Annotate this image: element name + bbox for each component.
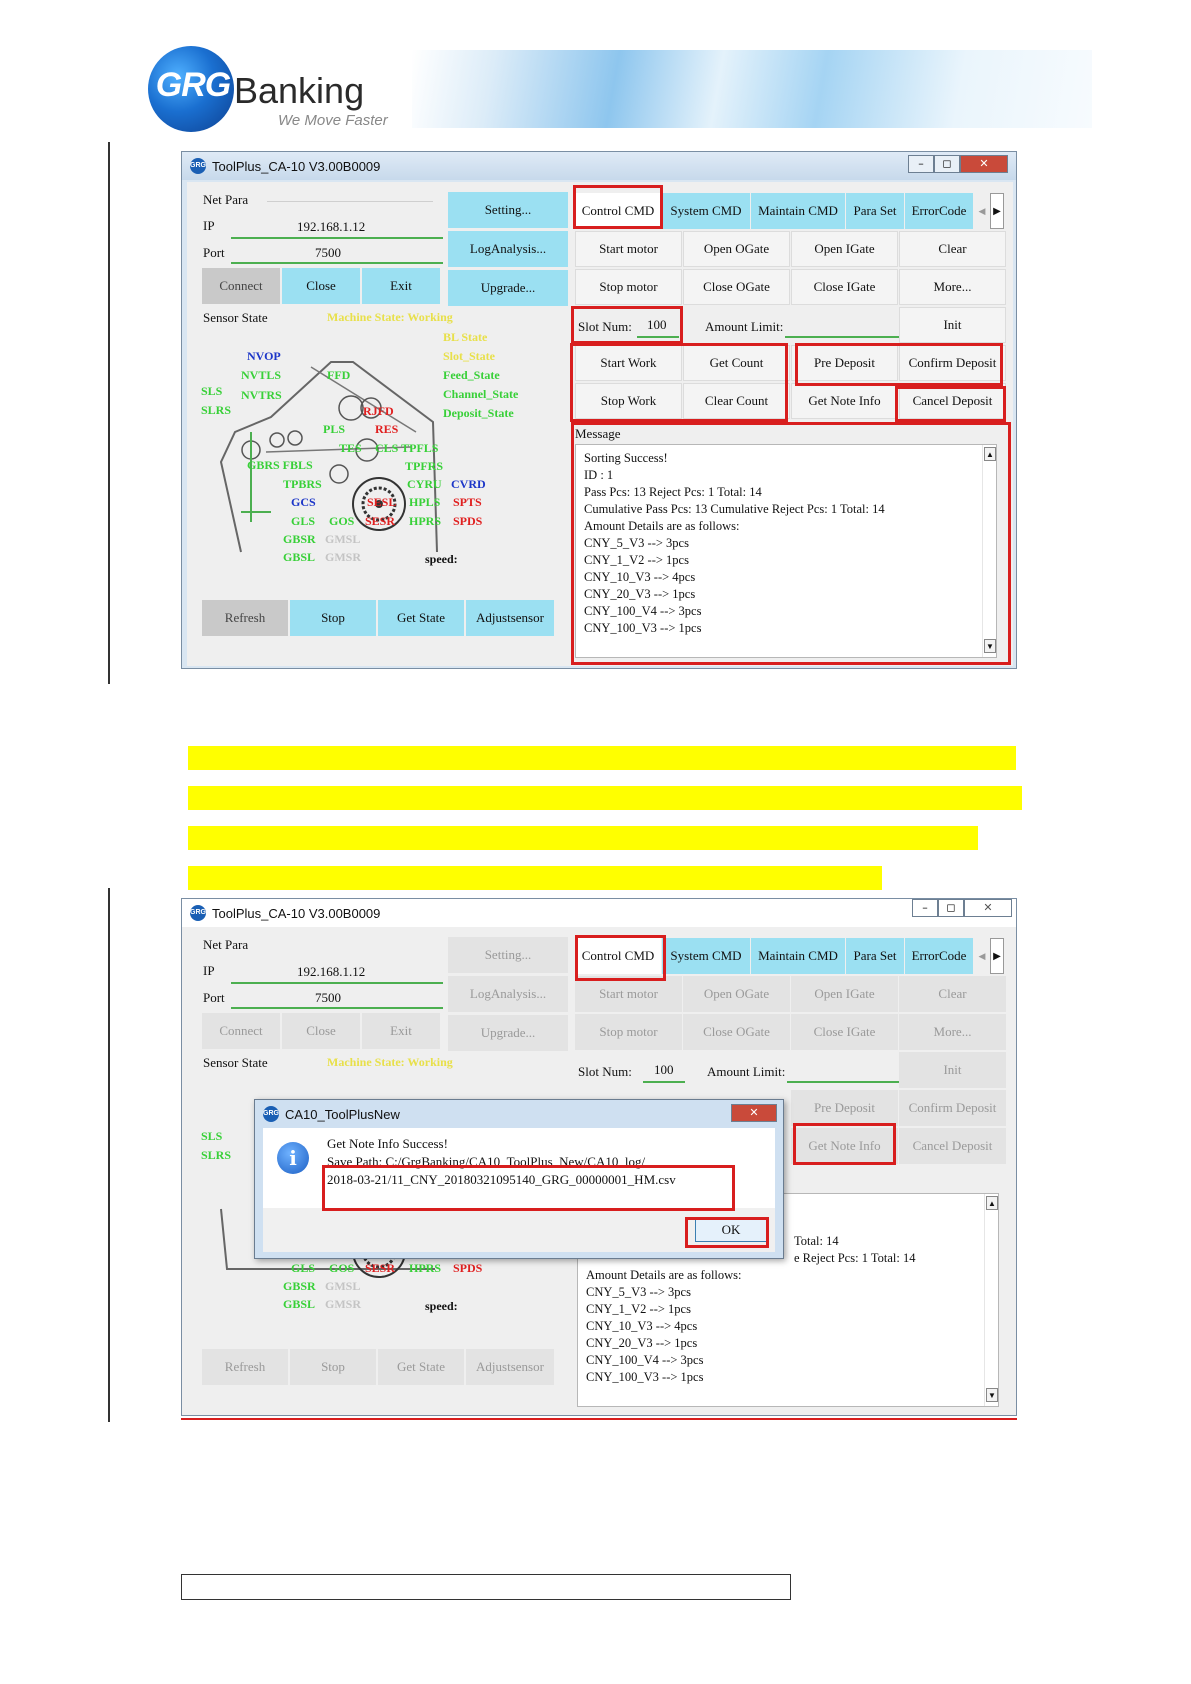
close-connection-button[interactable]: Close <box>282 268 360 304</box>
upgrade-button[interactable]: Upgrade... <box>448 1015 568 1051</box>
speed-label: speed: <box>425 1299 458 1313</box>
message-line: Sorting Success! <box>584 451 668 465</box>
brand-logo-mark: GRG <box>155 66 231 104</box>
window-titlebar <box>182 899 1016 927</box>
more-button[interactable]: More... <box>899 1014 1006 1050</box>
sensor-sesr: SESR <box>365 514 396 528</box>
roller <box>339 396 363 420</box>
highlight-bar <box>188 866 882 890</box>
message-line: CNY_100_V3 --> 1pcs <box>586 1370 704 1384</box>
net-para-heading: Net Para <box>203 192 249 207</box>
speed-label: speed: <box>425 552 458 566</box>
sensor-sesl: SESL <box>367 495 397 509</box>
message-line: CNY_10_V3 --> 4pcs <box>586 1319 698 1333</box>
sensor-sls: SLS <box>201 384 223 398</box>
minimize-button[interactable]: – <box>912 899 938 917</box>
stop-motor-button[interactable]: Stop motor <box>575 269 682 305</box>
net-para-heading: Net Para <box>203 937 249 952</box>
annotation-box <box>685 1217 769 1248</box>
message-line: Amount Details are as follows: <box>584 519 740 533</box>
dialog-message-2: Save Path: C:/GrgBanking/CA10_ToolPlus_New/CA10_log/ <box>327 1154 646 1169</box>
exit-button[interactable]: Exit <box>362 1013 440 1049</box>
port-label: Port <box>203 245 225 260</box>
setting-button[interactable]: Setting... <box>448 192 568 228</box>
sensor-gos: GOS <box>329 514 355 528</box>
ip-label: IP <box>203 963 215 978</box>
cancel-deposit-button[interactable]: Cancel Deposit <box>899 383 1006 419</box>
port-field[interactable]: 7500 <box>315 990 341 1005</box>
message-heading: Message <box>575 426 621 441</box>
sensor-tpbrs: TPBRS <box>283 477 322 491</box>
roller <box>270 433 284 447</box>
sensor-cls-tpfls: CLS TPFLS <box>375 441 439 455</box>
annotation-box <box>793 1123 896 1165</box>
get-state-button[interactable]: Get State <box>378 600 464 636</box>
sensor-gbsr: GBSR <box>283 1279 316 1293</box>
tab-control-cmd[interactable]: Control CMD <box>575 938 661 974</box>
scroll-up-icon[interactable]: ▲ <box>984 447 996 461</box>
port-underline <box>231 262 443 264</box>
restore-button[interactable]: ◻ <box>938 899 964 917</box>
empty-field-box <box>181 1574 791 1600</box>
sensor-tes: TES <box>339 441 362 455</box>
annotation-box <box>322 1165 735 1211</box>
annotation-box <box>573 185 663 229</box>
slot-num-field[interactable]: 100 <box>647 317 667 332</box>
brand-tagline: We Move Faster <box>278 112 388 129</box>
tab-maintain-cmd[interactable]: Maintain CMD <box>751 938 845 974</box>
tab-para-set[interactable]: Para Set <box>846 193 904 229</box>
annotation-box <box>571 306 683 344</box>
sensor-sls: SLS <box>201 1129 223 1143</box>
get-note-info-button[interactable]: Get Note Info <box>791 1128 898 1164</box>
message-line: CNY_100_V3 --> 1pcs <box>584 621 702 635</box>
tab-maintain-cmd[interactable]: Maintain CMD <box>751 193 845 229</box>
brand-name: Banking <box>234 70 365 111</box>
tab-error-code[interactable]: ErrorCode <box>905 938 973 974</box>
adjust-sensor-button[interactable]: Adjustsensor <box>466 600 554 636</box>
scroll-up-icon[interactable]: ▲ <box>986 1196 998 1210</box>
machine-state: Machine State: Working <box>327 310 453 324</box>
cancel-deposit-button[interactable]: Cancel Deposit <box>899 1128 1006 1164</box>
slot-num-label: Slot Num: <box>578 319 632 334</box>
sensor-hprs: HPRS <box>409 514 442 528</box>
sensor-gbsl: GBSL <box>283 1297 316 1311</box>
stop-button[interactable]: Stop <box>290 600 376 636</box>
app-icon: GRG <box>263 1106 279 1122</box>
refresh-button[interactable]: Refresh <box>202 1349 288 1385</box>
sensor-ffd: FFD <box>327 368 351 382</box>
sensor-hprs: HPRS <box>409 1261 442 1275</box>
amount-limit-underline <box>787 1081 899 1083</box>
app-icon: GRG <box>190 158 206 174</box>
start-motor-button[interactable]: Start motor <box>575 231 682 267</box>
message-line: Cumulative Pass Pcs: 13 Cumulative Reject Pcs: 1 Total: 14 <box>584 502 885 516</box>
sensor-gbsl: GBSL <box>283 550 316 564</box>
info-icon: i <box>277 1142 309 1174</box>
sensor-gmsl: GMSL <box>325 1279 361 1293</box>
ip-field[interactable]: 192.168.1.12 <box>297 219 366 234</box>
sensor-gcs: GCS <box>291 495 316 509</box>
roller <box>330 465 348 483</box>
message-line: Total: 14 <box>794 1234 839 1248</box>
tab-scroll-right-icon[interactable]: ▶ <box>990 193 1004 229</box>
sensor-state-heading: Sensor State <box>203 1055 268 1070</box>
connect-button[interactable]: Connect <box>202 268 280 304</box>
pre-deposit-button[interactable]: Pre Deposit <box>791 345 898 381</box>
get-note-info-button[interactable]: Get Note Info <box>791 383 898 419</box>
machine-state: Machine State: Working <box>327 1055 453 1069</box>
get-count-button[interactable]: Get Count <box>683 345 790 381</box>
message-line: CNY_5_V3 --> 3pcs <box>584 536 689 550</box>
deposit-state: Deposit_State <box>443 406 514 420</box>
sensor-rjfd: RJFD <box>363 404 394 418</box>
clear-button[interactable]: Clear <box>899 231 1006 267</box>
ip-underline <box>231 982 443 984</box>
port-field[interactable]: 7500 <box>315 245 341 260</box>
sensor-gmsr: GMSR <box>325 1297 361 1311</box>
app-icon: GRG <box>190 905 206 921</box>
sensor-nvtls: NVTLS <box>241 368 282 382</box>
message-line: CNY_5_V3 --> 3pcs <box>586 1285 691 1299</box>
amount-limit-label: Amount Limit: <box>705 319 784 334</box>
sensor-gmsr: GMSR <box>325 550 361 564</box>
message-line: CNY_20_V3 --> 1pcs <box>586 1336 698 1350</box>
roller <box>288 431 302 445</box>
amount-limit-label: Amount Limit: <box>707 1064 786 1079</box>
tab-scroll-right-icon[interactable]: ▶ <box>990 938 1004 974</box>
sensor-cyru: CYRU <box>407 477 442 491</box>
header-banner <box>412 50 1092 128</box>
message-line: CNY_1_V2 --> 1pcs <box>584 553 689 567</box>
annotation-box <box>575 935 666 981</box>
group-divider <box>267 201 433 202</box>
sensor-slrs: SLRS <box>201 1148 232 1162</box>
ip-underline <box>231 237 443 239</box>
close-igate-button[interactable]: Close IGate <box>791 269 898 305</box>
sensor-pls: PLS <box>323 422 346 436</box>
dialog-title: CA10_ToolPlusNew <box>285 1106 400 1122</box>
tab-scroll-left-icon[interactable]: ◀ <box>978 950 986 961</box>
more-button[interactable]: More... <box>899 269 1006 305</box>
port-label: Port <box>203 990 225 1005</box>
tab-system-cmd[interactable]: System CMD <box>662 938 750 974</box>
message-line: CNY_1_V2 --> 1pcs <box>586 1302 691 1316</box>
tab-system-cmd[interactable]: System CMD <box>662 193 750 229</box>
sensor-res: RES <box>375 422 399 436</box>
slot-state: Slot_State <box>443 349 495 363</box>
sensor-gbsr: GBSR <box>283 532 316 546</box>
stop-work-button[interactable]: Stop Work <box>575 383 682 419</box>
close-ogate-button[interactable]: Close OGate <box>683 1014 790 1050</box>
dialog-close-button[interactable]: ✕ <box>731 1104 777 1122</box>
port-underline <box>231 1007 443 1009</box>
ip-field[interactable]: 192.168.1.12 <box>297 964 366 979</box>
minimize-button[interactable]: – <box>908 155 934 173</box>
tab-control-cmd[interactable]: Control CMD <box>575 193 661 229</box>
confirm-deposit-button[interactable]: Confirm Deposit <box>899 1090 1006 1126</box>
sensor-spds: SPDS <box>453 514 483 528</box>
dialog-titlebar <box>263 1106 400 1122</box>
open-igate-button[interactable]: Open IGate <box>791 231 898 267</box>
init-button[interactable]: Init <box>899 307 1006 343</box>
feed-state: Feed_State <box>443 368 500 382</box>
log-analysis-button[interactable]: LogAnalysis... <box>448 231 568 267</box>
sensor-spds: SPDS <box>453 1261 483 1275</box>
window-title: ToolPlus_CA-10 V3.00B0009 <box>212 158 381 174</box>
sensor-gos: GOS <box>329 1261 355 1275</box>
init-button[interactable]: Init <box>899 1052 1006 1088</box>
message-line: e Reject Pcs: 1 Total: 14 <box>794 1251 916 1265</box>
close-igate-button[interactable]: Close IGate <box>791 1014 898 1050</box>
start-motor-button[interactable]: Start motor <box>575 976 682 1012</box>
message-line: CNY_100_V4 --> 3pcs <box>584 604 702 618</box>
margin-rule <box>108 888 110 1422</box>
tab-scroll-left-icon[interactable]: ◀ <box>978 205 986 216</box>
highlight-bar <box>188 826 978 850</box>
highlight-bar <box>188 746 1016 770</box>
adjust-sensor-button[interactable]: Adjustsensor <box>466 1349 554 1385</box>
dialog-message-1: Get Note Info Success! <box>327 1136 448 1151</box>
open-igate-button[interactable]: Open IGate <box>791 976 898 1012</box>
scroll-down-icon[interactable]: ▼ <box>986 1388 998 1402</box>
sensor-state-heading: Sensor State <box>203 310 268 325</box>
annotation-box <box>571 422 1011 665</box>
connect-button[interactable]: Connect <box>202 1013 280 1049</box>
setting-button[interactable]: Setting... <box>448 937 568 973</box>
message-line: Pass Pcs: 13 Reject Pcs: 1 Total: 14 <box>584 485 762 499</box>
sensor-track <box>241 432 271 522</box>
sensor-tpfrs: TPFRS <box>405 459 444 473</box>
refresh-button[interactable]: Refresh <box>202 600 288 636</box>
amount-limit-underline <box>785 336 899 338</box>
sensor-nvtrs: NVTRS <box>241 388 282 402</box>
sensor-spts: SPTS <box>453 495 482 509</box>
slot-num-underline <box>643 1081 685 1083</box>
window-title: ToolPlus_CA-10 V3.00B0009 <box>212 905 381 921</box>
annotation-line <box>181 1418 1017 1420</box>
annotation-box <box>795 343 1003 386</box>
open-ogate-button[interactable]: Open OGate <box>683 976 790 1012</box>
sensor-gbls: GBRS FBLS <box>247 458 313 472</box>
pre-deposit-button[interactable]: Pre Deposit <box>791 1090 898 1126</box>
sensor-hpls: HPLS <box>409 495 441 509</box>
get-state-button[interactable]: Get State <box>378 1349 464 1385</box>
close-button[interactable]: ✕ <box>960 155 1008 173</box>
open-ogate-button[interactable]: Open OGate <box>683 231 790 267</box>
close-connection-button[interactable]: Close <box>282 1013 360 1049</box>
highlight-bar <box>188 786 1022 810</box>
sensor-gmsl: GMSL <box>325 532 361 546</box>
confirm-deposit-button[interactable]: Confirm Deposit <box>899 345 1006 381</box>
sensor-gls: GLS <box>291 1261 316 1275</box>
sensor-nvop: NVOP <box>247 349 281 363</box>
message-line: CNY_20_V3 --> 1pcs <box>584 587 696 601</box>
tab-error-code[interactable]: ErrorCode <box>905 193 973 229</box>
scroll-down-icon[interactable]: ▼ <box>984 639 996 653</box>
slot-num-label: Slot Num: <box>578 1064 632 1079</box>
close-button[interactable]: ✕ <box>964 899 1012 917</box>
clear-button[interactable]: Clear <box>899 976 1006 1012</box>
ip-label: IP <box>203 218 215 233</box>
margin-rule <box>108 142 110 684</box>
message-line: CNY_10_V3 --> 4pcs <box>584 570 696 584</box>
sensor-gls: GLS <box>291 514 316 528</box>
annotation-box <box>895 386 1006 422</box>
message-line: ID : 1 <box>584 468 614 482</box>
slot-num-field[interactable]: 100 <box>654 1062 674 1077</box>
exit-button[interactable]: Exit <box>362 268 440 304</box>
stop-button[interactable]: Stop <box>290 1349 376 1385</box>
bl-state: BL State <box>443 330 488 344</box>
channel-state: Channel_State <box>443 387 519 401</box>
message-line: CNY_100_V4 --> 3pcs <box>586 1353 704 1367</box>
message-line: Amount Details are as follows: <box>586 1268 742 1282</box>
message-scrollbar[interactable] <box>984 1194 998 1406</box>
start-work-button[interactable]: Start Work <box>575 345 682 381</box>
ok-button[interactable]: OK <box>695 1218 767 1242</box>
upgrade-button[interactable]: Upgrade... <box>448 270 568 306</box>
stop-motor-button[interactable]: Stop motor <box>575 1014 682 1050</box>
sensor-cvrd: CVRD <box>451 477 486 491</box>
log-analysis-button[interactable]: LogAnalysis... <box>448 976 568 1012</box>
window-titlebar <box>182 152 1016 180</box>
restore-button[interactable]: ◻ <box>934 155 960 173</box>
sensor-sesr: SESR <box>365 1261 396 1275</box>
clear-count-button[interactable]: Clear Count <box>683 383 790 419</box>
close-ogate-button[interactable]: Close OGate <box>683 269 790 305</box>
sensor-slrs: SLRS <box>201 403 232 417</box>
dialog-message-3: 2018-03-21/11_CNY_20180321095140_GRG_00000001_HM.csv <box>327 1172 676 1187</box>
annotation-box <box>570 343 788 422</box>
tab-para-set[interactable]: Para Set <box>846 938 904 974</box>
